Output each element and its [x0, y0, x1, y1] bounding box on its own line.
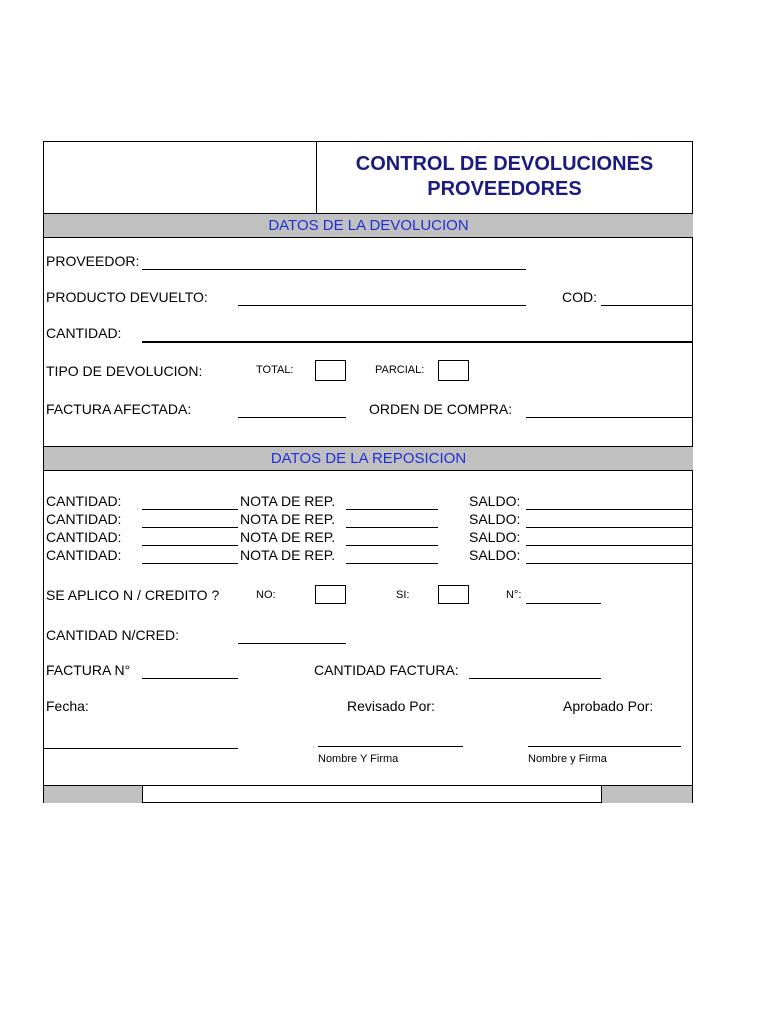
rep-cantidad-label: CANTIDAD: [46, 493, 122, 509]
revisado-por-label: Revisado Por: [347, 698, 435, 714]
divider [43, 237, 693, 238]
rep-cantidad-label: CANTIDAD: [46, 529, 122, 545]
footer-divider [142, 785, 143, 803]
rep-cantidad-field[interactable] [142, 527, 238, 528]
numero-credito-field[interactable] [526, 603, 601, 604]
rep-saldo-field[interactable] [526, 545, 693, 546]
rep-saldo-field[interactable] [526, 527, 693, 528]
section-devolucion-title: DATOS DE LA DEVOLUCION [44, 214, 693, 237]
cantidad-ncred-field[interactable] [238, 643, 346, 644]
section-reposicion-title: DATOS DE LA REPOSICION [44, 447, 693, 470]
factura-n-field[interactable] [142, 678, 238, 679]
no-label: NO: [256, 589, 276, 601]
rep-nota-label: NOTA DE REP. [240, 493, 336, 509]
form-title-line2: PROVEEDORES [427, 178, 582, 200]
aprobado-por-label: Aprobado Por: [563, 698, 654, 714]
divider [43, 470, 693, 471]
producto-devuelto-field[interactable] [238, 305, 526, 306]
rep-cantidad-field[interactable] [142, 509, 238, 510]
cantidad-factura-label: CANTIDAD FACTURA: [314, 662, 459, 678]
rep-nota-field[interactable] [346, 545, 438, 546]
orden-compra-label: ORDEN DE COMPRA: [369, 401, 513, 417]
fecha-field[interactable] [43, 748, 238, 749]
credito-question-label: SE APLICO N / CREDITO ? [46, 587, 220, 603]
rep-nota-field[interactable] [346, 563, 438, 564]
proveedor-field[interactable] [142, 269, 526, 270]
form-title-line1: CONTROL DE DEVOLUCIONES [355, 153, 654, 175]
factura-n-label: FACTURA N° [46, 662, 131, 678]
rep-nota-field[interactable] [346, 509, 438, 510]
cod-label: COD: [562, 289, 597, 305]
rep-nota-field[interactable] [346, 527, 438, 528]
tipo-devolucion-label: TIPO DE DEVOLUCION: [46, 363, 203, 379]
rep-nota-label: NOTA DE REP. [240, 547, 336, 563]
cantidad-factura-field[interactable] [469, 678, 601, 679]
rep-nota-label: NOTA DE REP. [240, 529, 336, 545]
aprobado-firma-caption: Nombre y Firma [528, 753, 607, 765]
rep-saldo-label: SALDO: [469, 529, 521, 545]
factura-afectada-field[interactable] [238, 417, 346, 418]
rep-saldo-field[interactable] [526, 509, 693, 510]
parcial-label: PARCIAL: [375, 364, 425, 376]
rep-cantidad-label: CANTIDAD: [46, 511, 122, 527]
rep-nota-label: NOTA DE REP. [240, 511, 336, 527]
si-checkbox[interactable] [438, 585, 469, 604]
rep-saldo-label: SALDO: [469, 547, 521, 563]
total-label: TOTAL: [256, 364, 294, 376]
rep-cantidad-label: CANTIDAD: [46, 547, 122, 563]
parcial-checkbox[interactable] [438, 360, 469, 381]
rep-saldo-field[interactable] [526, 563, 693, 564]
aprobado-firma-line[interactable] [528, 746, 681, 747]
factura-afectada-label: FACTURA AFECTADA: [46, 401, 192, 417]
numero-label: N°: [506, 589, 522, 601]
fecha-label: Fecha: [46, 698, 89, 714]
rep-saldo-label: SALDO: [469, 511, 521, 527]
cod-field[interactable] [601, 305, 693, 306]
footer-cell-right [602, 786, 692, 803]
cantidad-label: CANTIDAD: [46, 325, 122, 341]
no-checkbox[interactable] [315, 585, 346, 604]
si-label: SI: [396, 589, 410, 601]
rep-cantidad-field[interactable] [142, 563, 238, 564]
rep-saldo-label: SALDO: [469, 493, 521, 509]
orden-compra-field[interactable] [526, 417, 693, 418]
cantidad-field[interactable] [142, 341, 693, 343]
cantidad-ncred-label: CANTIDAD N/CRED: [46, 627, 180, 643]
revisado-firma-line[interactable] [318, 746, 463, 747]
total-checkbox[interactable] [315, 360, 346, 381]
proveedor-label: PROVEEDOR: [46, 253, 140, 269]
revisado-firma-caption: Nombre Y Firma [318, 753, 399, 765]
rep-cantidad-field[interactable] [142, 545, 238, 546]
footer-cell-left [44, 786, 142, 803]
producto-devuelto-label: PRODUCTO DEVUELTO: [46, 289, 208, 305]
